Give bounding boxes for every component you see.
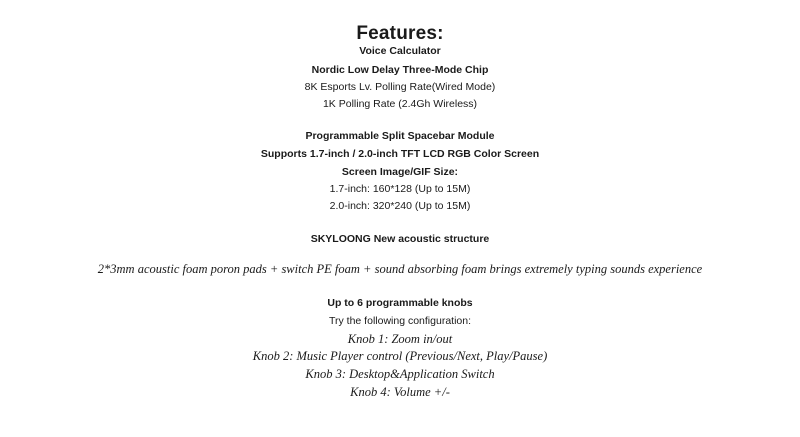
spacebar-module-text: Programmable Split Spacebar Module <box>305 130 495 142</box>
polling-wired-text: 8K Esports Lv. Polling Rate(Wired Mode) <box>304 81 496 93</box>
knob-3-text: Knob 3: Desktop&Application Switch <box>305 367 495 381</box>
knobs-heading: Up to 6 programmable knobs <box>327 297 473 309</box>
size-17-text: 1.7-inch: 160*128 (Up to 15M) <box>329 183 471 195</box>
polling-wireless-text: 1K Polling Rate (2.4Gh Wireless) <box>322 98 478 110</box>
knob-4-text: Knob 4: Volume +/- <box>350 385 450 399</box>
size-20-text: 2.0-inch: 320*240 (Up to 15M) <box>329 200 471 212</box>
acoustic-description: 2*3mm acoustic foam poron pads + switch PE foam + sound absorbing foam brings extremely typing sounds experience <box>97 262 703 276</box>
chip-text: Nordic Low Delay Three-Mode Chip <box>311 64 489 76</box>
screen-support-text: Supports 1.7-inch / 2.0-inch TFT LCD RGB Color Screen <box>260 148 540 160</box>
features-title: Features: <box>356 23 444 44</box>
knob-2-text: Knob 2: Music Player control (Previous/Next, Play/Pause) <box>252 349 548 363</box>
image-size-heading: Screen Image/GIF Size: <box>341 166 459 178</box>
acoustic-heading: SKYLOONG New acoustic structure <box>310 233 490 245</box>
knobs-intro-text: Try the following configuration: <box>328 315 472 327</box>
knob-1-text: Knob 1: Zoom in/out <box>347 332 453 346</box>
voice-calculator-text: Voice Calculator <box>359 45 441 57</box>
